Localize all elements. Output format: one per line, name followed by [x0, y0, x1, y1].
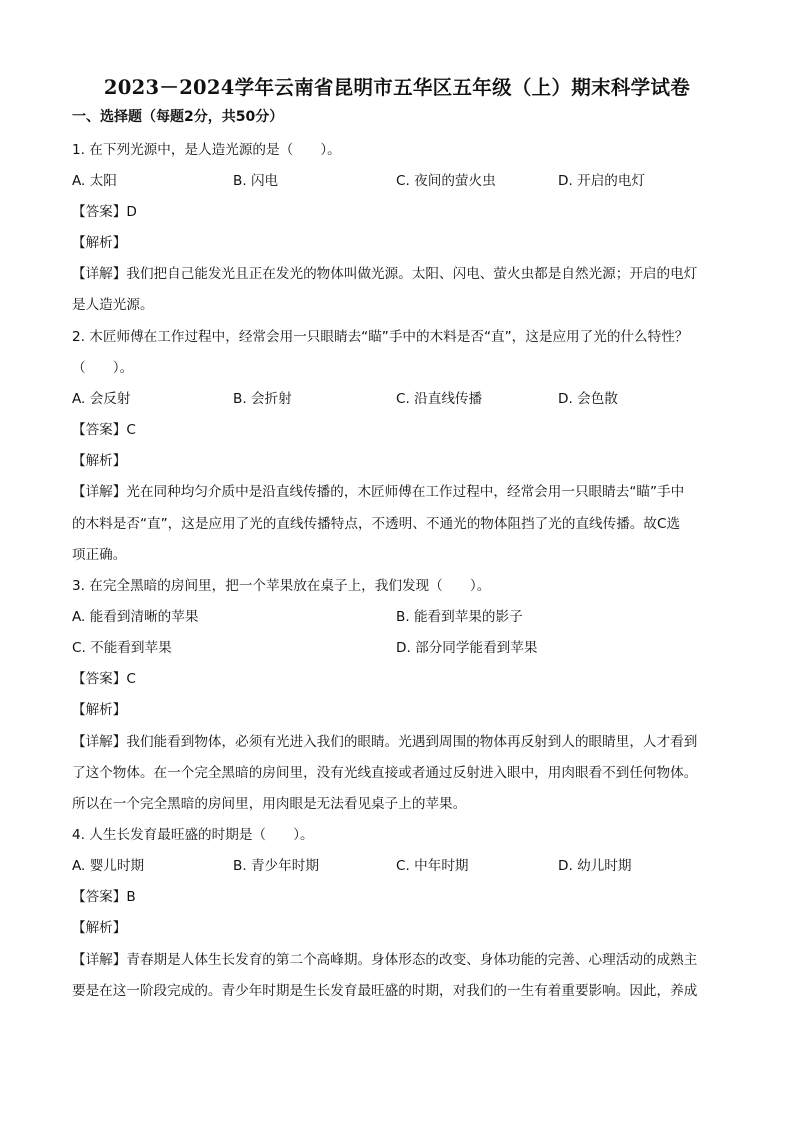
q4-option-c: C. 中年时期 — [396, 858, 469, 874]
q2-option-c: C. 沿直线传播 — [396, 391, 483, 407]
detail-text: 青春期是人体生长发育的第二个高峰期。身体形态的改变、身体功能的完善、心理活动的成熟主 — [126, 952, 698, 968]
answer-label: 【答案】 — [72, 204, 127, 220]
q4-analysis-label: 【解析】 — [72, 920, 127, 936]
question-4-stem: 4. 人生长发育最旺盛的时期是（ ）。 — [72, 827, 314, 843]
q1-option-b: B. 闪电 — [233, 173, 279, 189]
q4-option-d: D. 幼儿时期 — [558, 858, 632, 874]
q4-answer — [72, 887, 136, 907]
q1-option-c: C. 夜间的萤火虫 — [396, 173, 496, 189]
q2-detail-line-3: 项正确。 — [72, 547, 127, 563]
q3-answer — [72, 669, 136, 689]
detail-text: 我们把自己能发光且正在发光的物体叫做光源。太阳、闪电、萤火虫都是自然光源；开启的电灯 — [126, 266, 698, 282]
q3-option-a: A. 能看到清晰的苹果 — [72, 609, 199, 625]
q4-option-b: B. 青少年时期 — [233, 858, 319, 874]
question-2-stem-line-2: （ ）。 — [72, 360, 134, 376]
q2-option-d: D. 会色散 — [558, 391, 618, 407]
q3-option-d: D. 部分同学能看到苹果 — [396, 640, 538, 656]
q2-detail-line-1 — [72, 482, 684, 502]
answer-label: 【答案】 — [72, 671, 127, 687]
answer-label: 【答案】 — [72, 422, 127, 438]
q4-option-a: A. 婴儿时期 — [72, 858, 145, 874]
q2-option-a: A. 会反射 — [72, 391, 131, 407]
q4-detail-line-2: 要是在这一阶段完成的。青少年时期是生长发育最旺盛的时期，对我们的一生有着重要影响。因此，养成 — [72, 983, 698, 999]
q3-option-c: C. 不能看到苹果 — [72, 640, 172, 656]
q3-detail-line-2: 了这个物体。在一个完全黑暗的房间里，没有光线直接或者通过反射进入眼中，用肉眼看不到任何物体。 — [72, 765, 698, 781]
answer-value: C — [126, 671, 136, 687]
detail-text: 光在同种均匀介质中是沿直线传播的，木匠师傅在工作过程中，经常会用一只眼睛去“瞄”手中 — [126, 484, 685, 500]
q1-answer — [72, 202, 137, 222]
q3-detail-line-1 — [72, 732, 697, 752]
detail-label: 【详解】 — [72, 734, 127, 750]
q2-analysis-label: 【解析】 — [72, 453, 127, 469]
question-3-stem: 3. 在完全黑暗的房间里，把一个苹果放在桌子上，我们发现（ ）。 — [72, 578, 491, 594]
question-1-stem: 1. 在下列光源中，是人造光源的是（ ）。 — [72, 142, 341, 158]
q1-option-a: A. 太阳 — [72, 173, 117, 189]
q2-detail-line-2: 的木料是否“直”，这是应用了光的直线传播特点，不透明、不通光的物体阻挡了光的直线传播。故C选 — [72, 516, 681, 532]
detail-label: 【详解】 — [72, 484, 127, 500]
q4-detail-line-1 — [72, 950, 697, 970]
q3-analysis-label: 【解析】 — [72, 702, 127, 718]
answer-value: D — [126, 204, 137, 220]
q1-detail-line-2: 是人造光源。 — [72, 297, 154, 313]
detail-text: 我们能看到物体，必须有光进入我们的眼睛。光遇到周围的物体再反射到人的眼睛里，人才看到 — [126, 734, 698, 750]
answer-value: B — [126, 889, 136, 905]
q1-detail-line-1 — [72, 264, 697, 284]
q1-option-d: D. 开启的电灯 — [558, 173, 646, 189]
detail-label: 【详解】 — [72, 952, 127, 968]
q1-analysis-label: 【解析】 — [72, 235, 127, 251]
answer-value: C — [126, 422, 136, 438]
q3-detail-line-3: 所以在一个完全黑暗的房间里，用肉眼是无法看见桌子上的苹果。 — [72, 796, 467, 812]
question-2-stem-line-1: 2. 木匠师傅在工作过程中，经常会用一只眼睛去“瞄”手中的木料是否“直”，这是应用了光的什么特性？ — [72, 329, 689, 345]
q2-option-b: B. 会折射 — [233, 391, 292, 407]
q3-option-b: B. 能看到苹果的影子 — [396, 609, 523, 625]
page-title: 2023－2024学年云南省昆明市五华区五年级（上）期末科学试卷 — [103, 76, 691, 99]
detail-label: 【详解】 — [72, 266, 127, 282]
q2-answer — [72, 420, 136, 440]
section-heading: 一、选择题（每题2分，共50分） — [72, 109, 284, 125]
answer-label: 【答案】 — [72, 889, 127, 905]
